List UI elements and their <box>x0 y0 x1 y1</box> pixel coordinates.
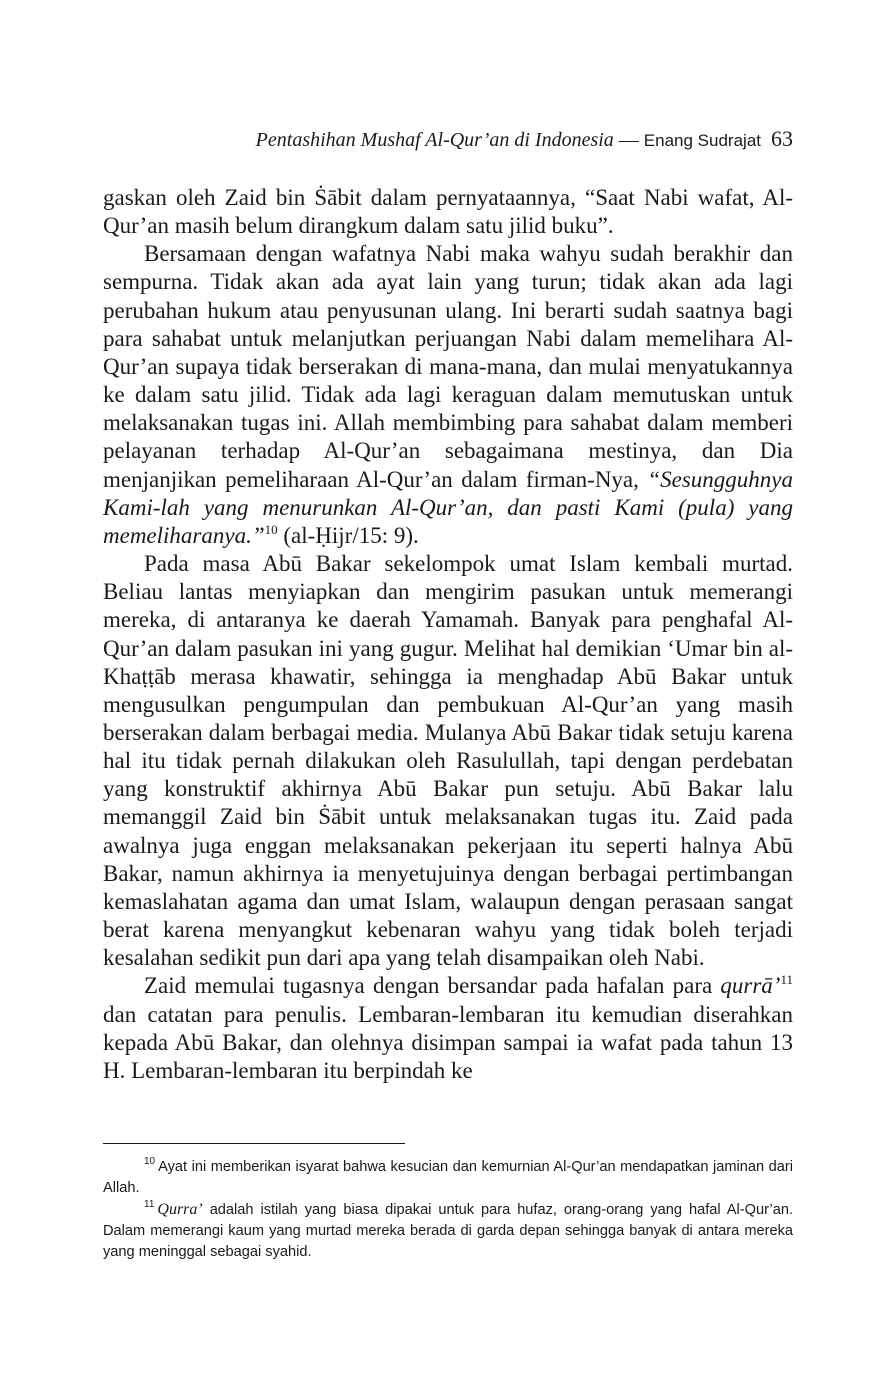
footnote-11 <box>103 1199 793 1263</box>
header-dash: — <box>613 129 644 151</box>
paragraph-2 <box>103 240 793 550</box>
surah-reference: (al-Ḥijr/15: 9). <box>277 522 419 548</box>
footnote-10 <box>103 1157 793 1199</box>
page-number: 63 <box>771 126 793 151</box>
paragraph-3: Pada masa Abū Bakar sekelompok umat Islam kembali murtad. Beliau lantas menyiapkan dan mengirim pasukan untuk memerangi mereka, di antaranya ke daerah Yamamah. Banyak para penghafal Al-Qur’an dalam pasukan ini yang gugur. Melihat hal demikian ‘Umar bin al-Khaṭṭāb merasa khawatir, sehingga ia menghadap Abū Bakar untuk mengusulkan pengumpulan dan pembukuan Al-Qur’an yang masih berserakan dalam berbagai media. Mulanya Abū Bakar tidak setuju karena hal itu tidak pernah dilakukan oleh Rasulullah, tapi dengan perdebatan yang konstruktif akhirnya Abū Bakar pun setuju. Abū Bakar lalu memanggil Zaid bin Ṡābit untuk melaksanakan tugas itu. Zaid pada awalnya juga enggan melaksanakan pekerjaan itu seperti halnya Abū Bakar, namun akhirnya ia menyetujuinya dengan berbagai pertimbangan kemaslahatan agama dan umat Islam, walaupun dengan perasaan sangat berat karena menyangkut kebenaran wahyu yang tidak boleh terjadi kesalahan sedikit pun dari apa yang telah disampaikan oleh Nabi. <box>103 551 793 971</box>
main-text <box>103 184 793 1085</box>
paragraph-2-text: Bersamaan dengan wafatnya Nabi maka wahyu sudah berakhir dan sempurna. Tidak akan ada ayat lain yang turun; tidak akan ada lagi perubahan hukum atau penyusunan ulang. Ini berarti sudah saatnya bagi para sahabat untuk melanjutkan perjuangan Nabi dalam memelihara Al-Qur’an supaya tidak berserakan di mana-mana, dan mulai menyatukannya ke dalam satu jilid. Tidak ada lagi keraguan dalam memutuskan untuk melaksanakan tugas ini. Allah membimbing para sahabat dalam memberi pelayanan terhadap Al-Qur’an sebagaimana mestinya, dan Dia menjanjikan pemeliharaan Al-Qur’an dalam firman-Nya, <box>103 241 793 492</box>
footnotes <box>103 1157 793 1263</box>
paragraph-4 <box>103 972 793 1085</box>
paragraph-1: gaskan oleh Zaid bin Ṡābit dalam pernyataannya, “Saat Nabi wafat, Al-Qur’an masih belum dirangkum dalam satu jilid buku”. <box>103 185 793 239</box>
term-qurra: qurrā’ <box>720 973 781 999</box>
header-author: Enang Sudrajat <box>643 131 761 150</box>
footnote-term: Qurra’ <box>157 1201 203 1218</box>
quran-quote: “Sesungguhnya Kami-lah yang menurunkan Al-Qur’an, dan pasti Kami (pula) yang memeliharanya.” <box>103 466 793 548</box>
paragraph-4-end: dan catatan para penulis. Lembaran-lembaran itu kemudian diserahkan kepada Abū Bakar, dan olehnya disimpan sampai ia wafat pada tahun 13 H. Lembaran-lembaran itu berpindah ke <box>103 1001 793 1083</box>
footnote-ref-10[interactable]: 10 <box>264 521 278 537</box>
book-title: Pentashihan Mushaf Al-Qur’an di Indonesia <box>255 129 614 151</box>
paragraph-4-start: Zaid memulai tugasnya dengan bersandar pada hafalan para <box>144 973 721 999</box>
footnote-number: 10 <box>144 1156 156 1167</box>
footnote-number: 11 <box>144 1199 155 1210</box>
footnote-text: adalah istilah yang biasa dipakai untuk para hufaz, orang-orang yang hafal Al-Qur’an. Dalam memerangi kaum yang murtad mereka berada di garda depan sehingga banyak di antara mereka yang meninggal sebagai syahid. <box>103 1202 793 1260</box>
footnote-text: Ayat ini memberikan isyarat bahwa kesucian dan kemurnian Al-Qur’an mendapatkan jaminan dari Allah. <box>103 1159 793 1196</box>
footnote-ref-11[interactable]: 11 <box>780 972 793 988</box>
footnote-divider <box>103 1143 405 1144</box>
running-header <box>103 126 793 152</box>
